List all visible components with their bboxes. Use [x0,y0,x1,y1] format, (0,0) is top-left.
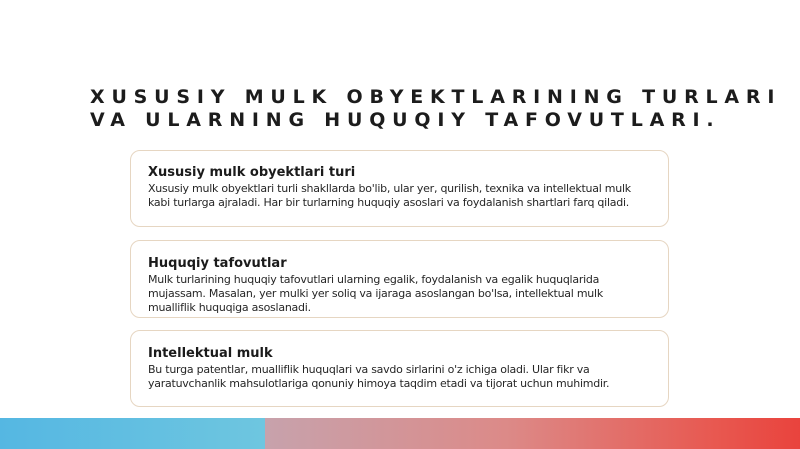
bottom-bar-blue-segment [0,418,265,449]
card-title: Huquqiy tafovutlar [148,256,287,271]
slide-title-line-1: XUSUSIY MULK OBYEKTLARINING TURLARI [90,86,782,108]
card-intellectual-property [130,330,669,407]
card-text: Bu turga patentlar, mualliflik huquqlari va savdo sirlarini o'z ichiga oladi. Ular fikr va yaratuvchanlik mahsulotlariga qonuniy himoya taqdim etadi va tijorat uchun muhimdir. [148,363,610,390]
bottom-bar-red-gradient-segment [265,418,800,449]
decorative-bottom-bar [0,418,800,449]
card-title: Xususiy mulk obyektlari turi [148,165,356,180]
card-text: Xususiy mulk obyektlari turli shakllarda bo'lib, ular yer, qurilish, texnika va intellektual mulk kabi turlarga ajraladi. Har bir turlarning huquqiy asoslari va foydalanish shartlari farq qiladi. [148,182,631,209]
card-title: Intellektual mulk [148,346,273,361]
card-legal-differences [130,240,669,318]
card-private-property-types [130,150,669,227]
slide-title-line-2: VA ULARNING HUQUQIY TAFOVUTLARI. [90,109,721,131]
card-text: Mulk turlarining huquqiy tafovutlari ularning egalik, foydalanish va egalik huquqlarida mujassam. Masalan, yer mulki yer soliq va ijaraga asoslangan bo'lsa, intellektual mulk mualliflik huquqiga asoslanadi. [148,273,603,314]
slide-title [90,86,782,132]
